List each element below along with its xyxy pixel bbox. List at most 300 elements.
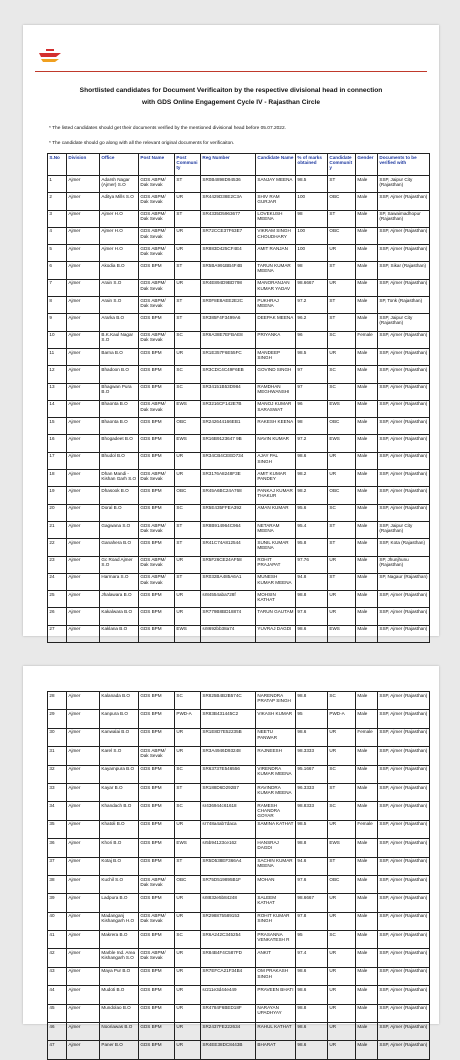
cell-office: Kaklana B.O — [100, 625, 139, 642]
cell-office: Marble Ind. Area Kishangarh S.O — [100, 949, 139, 967]
cell-candidate-community: UR — [328, 820, 356, 838]
cell-gender: Male — [356, 857, 378, 875]
cell-post-community: EWS — [175, 400, 201, 417]
cell-candidate-name: RAMESH CHANDRA GOYAR — [256, 802, 296, 820]
cell-candidate-community: UR — [328, 747, 356, 765]
cell-gender: Male — [356, 210, 378, 227]
cell-gender: Male — [356, 986, 378, 1004]
cell-office: Dhan Mandi - Kishan Garh S.O — [100, 470, 139, 487]
table-row — [48, 765, 430, 783]
cell-sno: 9 — [48, 314, 67, 331]
cell-post-name: GDS BPM — [139, 383, 175, 400]
cell-post-community: SC — [175, 331, 201, 348]
cell-marks: 95.6 — [296, 504, 328, 521]
cell-candidate-name: YUVRAJ DAGDI — [256, 625, 296, 642]
cell-post-name: GDS ABPM/ Dak Sevak — [139, 470, 175, 487]
cell-marks: 98.2 — [296, 470, 328, 487]
cell-post-name: GDS BPM — [139, 967, 175, 985]
table-row — [48, 521, 430, 538]
cell-division: Ajmer — [67, 931, 100, 949]
cell-office: Makrera B.O — [100, 931, 139, 949]
table-row — [48, 176, 430, 193]
cell-post-community: SC — [175, 383, 201, 400]
table-row — [48, 608, 430, 625]
cell-division: Ajmer — [67, 802, 100, 820]
cell-post-name: GDS BPM — [139, 591, 175, 608]
cell-office: B.K.Kaul Nagar S.O — [100, 331, 139, 348]
cell-verify-with: SSP, Ajmer (Rajasthan) — [378, 470, 430, 487]
cell-division: Ajmer — [67, 521, 100, 538]
cell-sno: 21 — [48, 521, 67, 538]
table-row — [48, 1004, 430, 1022]
cell-division: Ajmer — [67, 591, 100, 608]
cell-division: Ajmer — [67, 366, 100, 383]
cell-verify-with: SSP, Ajmer (Rajasthan) — [378, 348, 430, 365]
cell-post-name: GDS BPM — [139, 487, 175, 504]
table-row — [48, 967, 430, 985]
cell-gender: Male — [356, 470, 378, 487]
cell-reg-number: sr436944c61618 — [201, 802, 256, 820]
cell-candidate-name: SHIV RAM GURJAR — [256, 193, 296, 210]
cell-candidate-community: UR — [328, 608, 356, 625]
cell-post-community: UR — [175, 193, 201, 210]
cell-sno: 43 — [48, 967, 67, 985]
cell-division: Ajmer — [67, 967, 100, 985]
cell-reg-number: sr8692bb38a74 — [201, 625, 256, 642]
cell-candidate-name: AMIT RANJAN — [256, 245, 296, 262]
cell-marks: 98.3333 — [296, 747, 328, 765]
cell-post-community: EWS — [175, 625, 201, 642]
cell-candidate-name: SANJAY MEENA — [256, 176, 296, 193]
cell-marks: 98.6 — [296, 1041, 328, 1059]
cell-sno: 8 — [48, 297, 67, 314]
cell-reg-number: SR75D519895B1F — [201, 875, 256, 893]
cell-marks: 97.6 — [296, 875, 328, 893]
cell-sno: 42 — [48, 949, 67, 967]
cell-division: Ajmer — [67, 1023, 100, 1041]
cell-sno: 30 — [48, 728, 67, 746]
title-line-2: with GDS Online Engagement Cycle IV - Rajasthan Circle — [141, 99, 321, 106]
cell-post-community: ST — [175, 539, 201, 556]
cell-sno: 37 — [48, 857, 67, 875]
cell-office: Khatoli B.O — [100, 820, 139, 838]
cell-sno: 47 — [48, 1041, 67, 1059]
cell-verify-with: SSP, Ajmer (Rajasthan) — [378, 802, 430, 820]
table-row — [48, 227, 430, 244]
cell-marks: 95 — [296, 931, 328, 949]
cell-post-community: UR — [175, 591, 201, 608]
cell-verify-with: SSP, Ajmer (Rajasthan) — [378, 931, 430, 949]
cell-post-name: GDS BPM — [139, 262, 175, 279]
cell-post-community: SC — [175, 504, 201, 521]
cell-post-name: GDS ABPM/ Dak Sevak — [139, 912, 175, 930]
cell-marks: 98.5 — [296, 348, 328, 365]
cell-office: Kalanada B.O — [100, 692, 139, 710]
cell-post-name: GDS ABPM/ Dak Sevak — [139, 331, 175, 348]
cell-post-community: UR — [175, 1004, 201, 1022]
cell-sno: 44 — [48, 986, 67, 1004]
cell-post-name: GDS BPM — [139, 765, 175, 783]
document-page-2 — [23, 666, 439, 1048]
cell-division: Ajmer — [67, 875, 100, 893]
cell-office: Kanwalai B.O — [100, 728, 139, 746]
cell-post-name: GDS ABPM/ Dak Sevak — [139, 521, 175, 538]
cell-verify-with: SSP, Ajmer (Rajasthan) — [378, 912, 430, 930]
cell-gender: Male — [356, 839, 378, 857]
cell-division: Ajmer — [67, 1041, 100, 1059]
cell-division: Ajmer — [67, 556, 100, 573]
cell-marks: 97.2 — [296, 297, 328, 314]
cell-post-name: GDS BPM — [139, 608, 175, 625]
cell-candidate-name: AMAN KUMAR — [256, 504, 296, 521]
cell-sno: 10 — [48, 331, 67, 348]
cell-gender: Male — [356, 591, 378, 608]
cell-sno: 36 — [48, 839, 67, 857]
cell-division: Ajmer — [67, 625, 100, 642]
cell-post-name: GDS BPM — [139, 539, 175, 556]
table-row — [48, 262, 430, 279]
cell-candidate-community: EWS — [328, 400, 356, 417]
cell-candidate-name: TARUN GAUTAM — [256, 608, 296, 625]
cell-sno: 14 — [48, 400, 67, 417]
table-row — [48, 986, 430, 1004]
cell-division: Ajmer — [67, 331, 100, 348]
cell-gender: Female — [356, 728, 378, 746]
column-header-marks: % of marks obtained — [296, 154, 328, 176]
table-row — [48, 487, 430, 504]
cell-candidate-community: OBC — [328, 193, 356, 210]
cell-candidate-name: PRIYANKA — [256, 331, 296, 348]
cell-candidate-community: UR — [328, 591, 356, 608]
cell-office: Kayampura B.O — [100, 765, 139, 783]
cell-candidate-community: UR — [328, 1004, 356, 1022]
note-original-documents: * The candidate should go along with all the relevant original documents for verificaiton. — [49, 141, 235, 146]
cell-sno: 17 — [48, 452, 67, 469]
cell-reg-number: SR83B431445C2 — [201, 710, 256, 728]
cell-marks: 98.6 — [296, 625, 328, 642]
cell-post-community: UR — [175, 967, 201, 985]
cell-candidate-name: PANKAJ KUMAR THAKUR — [256, 487, 296, 504]
table-row — [48, 625, 430, 642]
cell-division: Ajmer — [67, 262, 100, 279]
cell-division: Ajmer — [67, 418, 100, 435]
cell-candidate-name: ROHIT PRAJAPAT — [256, 556, 296, 573]
cell-office: Doral B.O — [100, 504, 139, 521]
table-row — [48, 912, 430, 930]
cell-candidate-community: ST — [328, 783, 356, 801]
cell-sno: 40 — [48, 912, 67, 930]
cell-gender: Male — [356, 383, 378, 400]
cell-sno: 25 — [48, 591, 67, 608]
cell-office: Bhagwan Pura B.O — [100, 383, 139, 400]
table-row — [48, 747, 430, 765]
cell-verify-with: SSP, Ajmer (Rajasthan) — [378, 857, 430, 875]
cell-office: Gagwana S.O — [100, 521, 139, 538]
cell-candidate-community: OBC — [328, 418, 356, 435]
cell-marks: 94.6 — [296, 857, 328, 875]
cell-post-community: SC — [175, 366, 201, 383]
cell-candidate-community: SC — [328, 931, 356, 949]
cell-reg-number: sr211e3d44e449 — [201, 986, 256, 1004]
cell-candidate-community: UR — [328, 279, 356, 296]
cell-verify-with: SSP, Ajmer (Rajasthan) — [378, 279, 430, 296]
column-header-candidate-community: Candidate Community — [328, 154, 356, 176]
cell-gender: Male — [356, 227, 378, 244]
cell-post-community: ST — [175, 262, 201, 279]
cell-office: Harmara S.O — [100, 573, 139, 590]
cell-verify-with: SSP, Sikar (Rajasthan) — [378, 262, 430, 279]
cell-division: Ajmer — [67, 839, 100, 857]
cell-reg-number: SR4E894D9BD798 — [201, 279, 256, 296]
cell-verify-with: SSP, Ajmer (Rajasthan) — [378, 747, 430, 765]
cell-candidate-community: ST — [328, 521, 356, 538]
cell-office: Nooriawas B.O — [100, 1023, 139, 1041]
cell-candidate-name: RAKESH KEENA — [256, 418, 296, 435]
cell-marks: 98.8 — [296, 839, 328, 857]
cell-verify-with: SSP, Ajmer (Rajasthan) — [378, 967, 430, 985]
cell-post-name: GDS BPM — [139, 314, 175, 331]
cell-candidate-community: UR — [328, 912, 356, 930]
table-row — [48, 931, 430, 949]
cell-reg-number: SR16B9123647 9B — [201, 435, 256, 452]
cell-verify-with: SSP, Ajmer (Rajasthan) — [378, 986, 430, 1004]
cell-office: Ajmer H.O — [100, 245, 139, 262]
cell-post-community: UR — [175, 608, 201, 625]
cell-candidate-community: EWS — [328, 839, 356, 857]
cell-post-community: UR — [175, 747, 201, 765]
cell-candidate-community: UR — [328, 452, 356, 469]
cell-division: Ajmer — [67, 227, 100, 244]
cell-reg-number: SR4EE38DC8443B — [201, 1041, 256, 1059]
cell-post-name: GDS ABPM/ Dak Sevak — [139, 747, 175, 765]
table-row — [48, 279, 430, 296]
cell-gender: Male — [356, 875, 378, 893]
cell-reg-number: SR1E8D7E52235B — [201, 728, 256, 746]
cell-candidate-name: ROHIT KUMAR SINGH — [256, 912, 296, 930]
cell-verify-with: SSP, Ajmer (Rajasthan) — [378, 608, 430, 625]
cell-post-community: ST — [175, 521, 201, 538]
cell-verify-with: SP, Sawaimadhopur (Rajasthan) — [378, 210, 430, 227]
cell-post-name: GDS ABPM/ Dak Sevak — [139, 400, 175, 417]
cell-gender: Female — [356, 331, 378, 348]
cell-candidate-community: UR — [328, 245, 356, 262]
cell-reg-number: SR34151B53D984 — [201, 383, 256, 400]
cell-candidate-community: UR — [328, 1041, 356, 1059]
table-row — [48, 820, 430, 838]
cell-candidate-name: PRAVEEN BHATI — [256, 986, 296, 1004]
cell-candidate-name: ANKIT — [256, 949, 296, 967]
document-page-1 — [23, 25, 439, 636]
cell-verify-with: SSP, Ajmer (Rajasthan) — [378, 728, 430, 746]
table-row — [48, 297, 430, 314]
cell-gender: Male — [356, 521, 378, 538]
cell-division: Ajmer — [67, 894, 100, 912]
cell-office: Khandach B.O — [100, 802, 139, 820]
cell-candidate-community: ST — [328, 857, 356, 875]
cell-gender: Male — [356, 912, 378, 930]
cell-post-community: UR — [175, 227, 201, 244]
cell-division: Ajmer — [67, 435, 100, 452]
cell-gender: Male — [356, 400, 378, 417]
cell-sno: 26 — [48, 608, 67, 625]
cell-gender: Male — [356, 539, 378, 556]
cell-reg-number: SR3CDC4C49F6EB — [201, 366, 256, 383]
cell-candidate-name: VIRENDRA KUMAR MEENA — [256, 765, 296, 783]
cell-office: Kayar B.O — [100, 783, 139, 801]
cell-office: Madanganj Kishangarh H.O — [100, 912, 139, 930]
table-row — [48, 591, 430, 608]
cell-marks: 98.8 — [296, 591, 328, 608]
cell-verify-with: SSP, Ajmer (Rajasthan) — [378, 193, 430, 210]
cell-reg-number: SR7EFCA21F34B4 — [201, 967, 256, 985]
cell-sno: 1 — [48, 176, 67, 193]
cell-verify-with: SSP, Ajmer (Rajasthan) — [378, 366, 430, 383]
cell-division: Ajmer — [67, 1004, 100, 1022]
cell-gender: Male — [356, 802, 378, 820]
cell-gender: Male — [356, 262, 378, 279]
cell-division: Ajmer — [67, 487, 100, 504]
cell-candidate-name: DEEPAK MEENA — [256, 314, 296, 331]
cell-post-community: UR — [175, 820, 201, 838]
cell-gender: Female — [356, 820, 378, 838]
cell-candidate-name: TARUN KUMAR MEENA — [256, 262, 296, 279]
cell-candidate-name: SALEEM KATHAT — [256, 894, 296, 912]
cell-division: Ajmer — [67, 857, 100, 875]
cell-office: Khori B.O — [100, 839, 139, 857]
cell-division: Ajmer — [67, 747, 100, 765]
cell-verify-with: SSP, Ajmer (Rajasthan) — [378, 692, 430, 710]
cell-reg-number: SR5E435FFEA392 — [201, 504, 256, 521]
cell-marks: 98.2 — [296, 487, 328, 504]
table-row — [48, 418, 430, 435]
cell-office: Maya Pur B.O — [100, 967, 139, 985]
cell-marks: 98 — [296, 262, 328, 279]
cell-reg-number: SR5D538EF366A4 — [201, 857, 256, 875]
cell-candidate-name: MANORANJAN KUMAR YADAV — [256, 279, 296, 296]
cell-post-name: GDS ABPM/ Dak Sevak — [139, 279, 175, 296]
cell-verify-with: SP, Nagaur (Rajasthan) — [378, 573, 430, 590]
cell-candidate-community: ST — [328, 314, 356, 331]
cell-post-name: GDS BPM — [139, 435, 175, 452]
cell-gender: Male — [356, 452, 378, 469]
cell-division: Ajmer — [67, 608, 100, 625]
cell-gender: Male — [356, 894, 378, 912]
cell-candidate-name: OM PRAKASH SINGH — [256, 967, 296, 985]
cell-reg-number: SR6A242C345254 — [201, 931, 256, 949]
cell-sno: 28 — [48, 692, 67, 710]
table-row — [48, 210, 430, 227]
cell-marks: 100 — [296, 193, 328, 210]
table-row — [48, 348, 430, 365]
cell-candidate-name: SACHIN KUMAR MEENA — [256, 857, 296, 875]
table-row — [48, 728, 430, 746]
cell-post-name: GDS BPM — [139, 366, 175, 383]
cell-division: Ajmer — [67, 539, 100, 556]
cell-verify-with: SSP, Ajmer (Rajasthan) — [378, 245, 430, 262]
cell-division: Ajmer — [67, 710, 100, 728]
cell-division: Ajmer — [67, 452, 100, 469]
cell-candidate-community: SC — [328, 504, 356, 521]
cell-gender: Male — [356, 366, 378, 383]
cell-post-community: UR — [175, 728, 201, 746]
cell-verify-with: SSP, Ajmer (Rajasthan) — [378, 839, 430, 857]
cell-division: Ajmer — [67, 279, 100, 296]
cell-post-community: PWD-A — [175, 710, 201, 728]
cell-marks: 98.5 — [296, 820, 328, 838]
cell-candidate-name: PRASANNA VENKATESH R — [256, 931, 296, 949]
cell-candidate-community: SC — [328, 366, 356, 383]
cell-gender: Male — [356, 279, 378, 296]
cell-office: Paner B.O — [100, 1041, 139, 1059]
cell-verify-with: SSP, Ajmer (Rajasthan) — [378, 487, 430, 504]
cell-sno: 33 — [48, 783, 67, 801]
cell-gender: Male — [356, 949, 378, 967]
cell-candidate-name: AMIT KUMAR PANDEY — [256, 470, 296, 487]
cell-reg-number: SR45A6BC24A768 — [201, 487, 256, 504]
cell-reg-number: SR5BA991BB4F4B — [201, 262, 256, 279]
cell-candidate-name: SAMINA KATHAT — [256, 820, 296, 838]
cell-verify-with: SSP, Jaipur City (Rajasthan) — [378, 314, 430, 331]
cell-verify-with: SSP, Ajmer (Rajasthan) — [378, 591, 430, 608]
cell-reg-number: SR4429D38E2C3A — [201, 193, 256, 210]
cell-office: Barna B.O — [100, 348, 139, 365]
cell-division: Ajmer — [67, 210, 100, 227]
cell-sno: 23 — [48, 556, 67, 573]
cell-marks: 97.6 — [296, 608, 328, 625]
cell-marks: 95 — [296, 710, 328, 728]
cell-candidate-community: SC — [328, 331, 356, 348]
cell-gender: Male — [356, 1023, 378, 1041]
cell-post-name: GDS BPM — [139, 820, 175, 838]
cell-candidate-community: UR — [328, 1023, 356, 1041]
cell-candidate-community: SC — [328, 692, 356, 710]
cell-marks: 98.6 — [296, 1023, 328, 1041]
cell-gender: Male — [356, 692, 378, 710]
cell-marks: 96 — [296, 331, 328, 348]
table-row — [48, 783, 430, 801]
cell-reg-number: SR5F26CE24AF58 — [201, 556, 256, 573]
cell-post-name: GDS BPM — [139, 452, 175, 469]
cell-candidate-community: SC — [328, 802, 356, 820]
cell-post-community: ST — [175, 783, 201, 801]
cell-gender: Male — [356, 747, 378, 765]
column-header-sno: S.No — [48, 154, 67, 176]
cell-verify-with: SSP, Jaipur City (Rajasthan) — [378, 176, 430, 193]
cell-sno: 12 — [48, 366, 67, 383]
column-header-post-community: Post Community — [175, 154, 201, 176]
cell-post-name: GDS BPM — [139, 1023, 175, 1041]
cell-candidate-community: UR — [328, 894, 356, 912]
table-row — [48, 452, 430, 469]
column-header-gender: Gender — [356, 154, 378, 176]
cell-candidate-name: MANDEEP SINGH — [256, 348, 296, 365]
cell-office: Ladpura B.O — [100, 894, 139, 912]
cell-marks: 97.76 — [296, 556, 328, 573]
cell-marks: 97.8 — [296, 912, 328, 930]
table-row — [48, 1041, 430, 1059]
cell-sno: 22 — [48, 539, 67, 556]
cell-sno: 31 — [48, 747, 67, 765]
cell-verify-with: SSP, Ajmer (Rajasthan) — [378, 949, 430, 967]
cell-post-name: GDS BPM — [139, 839, 175, 857]
table-row — [48, 692, 430, 710]
cell-candidate-name: NARAYAN UPADHYAY — [256, 1004, 296, 1022]
cell-post-community: SC — [175, 931, 201, 949]
cell-marks: 95.4 — [296, 521, 328, 538]
cell-post-community: UR — [175, 245, 201, 262]
table-row — [48, 400, 430, 417]
cell-candidate-name: MANOJ KUMAR SARASWAT — [256, 400, 296, 417]
